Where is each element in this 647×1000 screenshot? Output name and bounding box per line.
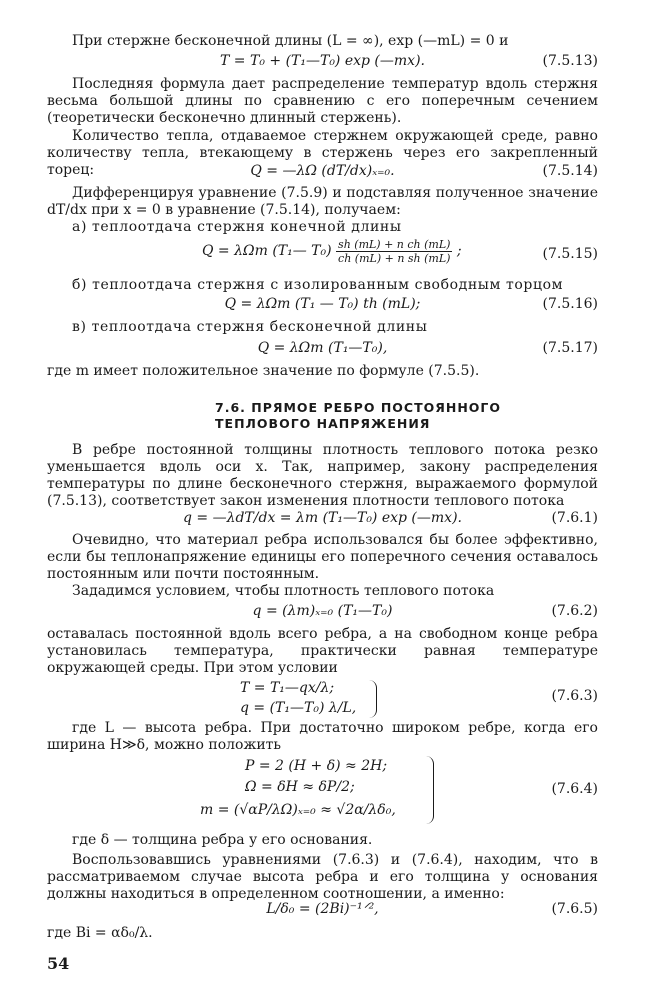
paragraph: где L — высота ребра. При достаточно широком ребре, когда его ширина H≫δ, можно положить bbox=[47, 720, 598, 753]
equation-line: T = T₁—qx/λ; bbox=[240, 680, 335, 696]
fraction-denominator: ch (mL) + n sh (mL) bbox=[338, 252, 451, 265]
paragraph: оставалась постоянной вдоль всего ребра, а на свободном конце ребра установилась температура, практически равная температуре окружающей среды. При этом условии bbox=[47, 626, 598, 676]
paragraph: Воспользовавшись уравнениями (7.6.3) и (7.6.4), находим, что в рассматриваемом случае высота ребра и его толщина у основания должны находиться в определенном соотношении, а именно: bbox=[47, 852, 598, 902]
equation-7-5-14 bbox=[47, 163, 598, 183]
equation-line: Ω = δH ≈ δP/2; bbox=[245, 779, 355, 795]
equation-7-5-16 bbox=[47, 296, 598, 316]
paragraph: Очевидно, что материал ребра использовался бы более эффективно, если бы теплонапряжение единицы его поперечного сечения оставалось постоянным или почти постоянным. bbox=[47, 532, 598, 582]
equation-number: (7.5.17) bbox=[542, 340, 598, 356]
equation-7-5-13 bbox=[47, 53, 598, 73]
formula-tail: ; bbox=[456, 243, 462, 259]
formula: L/δ₀ = (2Bi)⁻¹ᐟ², bbox=[266, 901, 379, 917]
equation-number: (7.5.16) bbox=[542, 296, 598, 312]
equation-7-6-1 bbox=[47, 510, 598, 530]
formula: q = (λm)ₓ₌₀ (T₁—T₀) bbox=[252, 603, 393, 619]
formula-lhs: Q = λΩm (T₁— T₀) bbox=[202, 243, 332, 259]
equation-number: (7.6.5) bbox=[551, 901, 598, 917]
fraction bbox=[336, 238, 452, 265]
paragraph: Зададимся условием, чтобы плотность теплового потока bbox=[72, 583, 495, 599]
formula: Q = λΩm (T₁ — T₀) th (mL); bbox=[224, 296, 421, 312]
paragraph: где δ — толщина ребра у его основания. bbox=[72, 832, 373, 848]
brace bbox=[368, 680, 377, 718]
equation-line: m = (√αP/λΩ)ₓ₌₀ ≈ √2α/λδ₀, bbox=[200, 802, 396, 818]
equation-number: (7.5.13) bbox=[542, 53, 598, 69]
equation-number: (7.5.14) bbox=[542, 163, 598, 179]
paragraph: Последняя формула дает распределение температур вдоль стержня весьма большой длины по сравнению с его поперечным сечением (теоретически бесконечно длинный стержень). bbox=[47, 76, 598, 126]
equation-number: (7.6.2) bbox=[551, 603, 598, 619]
equation-number: (7.6.3) bbox=[551, 688, 598, 704]
formula: q = —λdT/dx = λm (T₁—T₀) exp (—mx). bbox=[183, 510, 462, 526]
page-number: 54 bbox=[47, 954, 70, 973]
brace bbox=[425, 756, 434, 824]
equation-line: P = 2 (H + δ) ≈ 2H; bbox=[245, 758, 388, 774]
equation-number: (7.6.1) bbox=[551, 510, 598, 526]
formula: Q = —λΩ (dT/dx)ₓ₌₀. bbox=[250, 163, 395, 179]
list-item: в) теплоотдача стержня бесконечной длины bbox=[72, 319, 428, 335]
paragraph: При стержне бесконечной длины (L = ∞), exp (—mL) = 0 и bbox=[72, 33, 509, 49]
equation-7-6-5 bbox=[47, 901, 598, 921]
equation-number: (7.5.15) bbox=[542, 246, 598, 262]
formula: Q = λΩm (T₁—T₀), bbox=[257, 340, 388, 356]
paragraph: где m имеет положительное значение по формуле (7.5.5). bbox=[47, 363, 480, 379]
fraction-numerator: sh (mL) + n ch (mL) bbox=[338, 238, 451, 251]
equation-number: (7.6.4) bbox=[551, 781, 598, 797]
equation-line: q = (T₁—T₀) λ/L, bbox=[240, 700, 357, 716]
list-item: б) теплоотдача стержня с изолированным свободным торцом bbox=[72, 277, 564, 293]
equation-7-5-15 bbox=[47, 238, 598, 272]
formula: T = T₀ + (T₁—T₀) exp (—mx). bbox=[220, 53, 425, 69]
equation-7-5-17 bbox=[47, 340, 598, 360]
equation-7-6-2 bbox=[47, 603, 598, 623]
section-heading: 7.6. ПРЯМОЕ РЕБРО ПОСТОЯННОГО ТЕПЛОВОГО НАПРЯЖЕНИЯ bbox=[215, 400, 501, 431]
paragraph: Дифференцируя уравнение (7.5.9) и подставляя полученное значение dT/dx при x = 0 в уравнение (7.5.14), получаем: bbox=[47, 185, 598, 218]
paragraph: Количество тепла, отдаваемое стержнем окружающей среде, равно количеству тепла, втекающему в стержень через его закрепленный торец: bbox=[47, 128, 598, 178]
list-item: а) теплоотдача стержня конечной длины bbox=[72, 219, 402, 235]
paragraph: где Bi = αδ₀/λ. bbox=[47, 925, 153, 941]
paragraph: В ребре постоянной толщины плотность теплового потока резко уменьшается вдоль оси x. Так, например, закону распределения температуры по длине бесконечного стержня, выражаемого формулой (7.5.13), соответствует закон изменения плотности теплового потока bbox=[47, 442, 598, 509]
